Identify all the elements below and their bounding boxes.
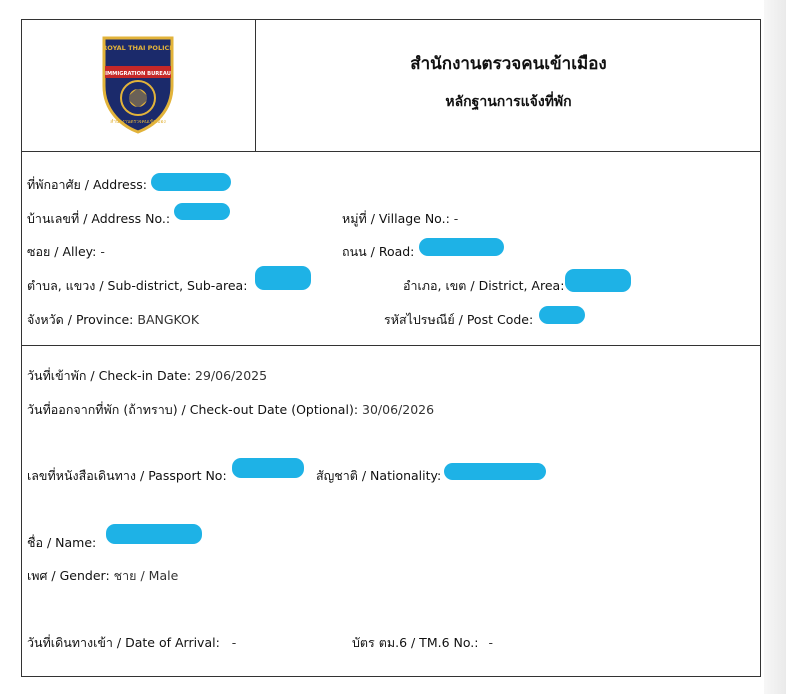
postcode-label: รหัสไปรษณีย์ / Post Code: (384, 312, 534, 327)
passport-redaction (232, 458, 304, 478)
village-field (342, 209, 458, 229)
alley-label: ซอย / Alley: (27, 244, 97, 259)
district-redaction (565, 269, 631, 292)
tm6-value: - (488, 635, 493, 650)
logo-text-banner: IMMIGRATION BUREAU (105, 71, 171, 77)
road-label: ถนน / Road: (342, 244, 415, 259)
name-redaction (106, 524, 202, 544)
subdistrict-redaction (255, 266, 311, 290)
gender-label: เพศ / Gender: (27, 568, 110, 583)
checkout-label: วันที่ออกจากที่พัก (ถ้าทราบ) / Check-out Date (Optional): (27, 402, 359, 417)
village-value: - (453, 211, 459, 226)
address-no-label: บ้านเลขที่ / Address No.: (27, 211, 171, 226)
gender-value: ชาย / Male (113, 568, 179, 583)
page-edge-shadow (764, 0, 786, 694)
subdistrict-label: ตำบล, แขวง / Sub-district, Sub-area: (27, 278, 248, 293)
logo-text-top: ROYAL THAI POLICE (102, 44, 174, 52)
district-label: อำเภอ, เขต / District, Area: (403, 278, 565, 293)
village-label: หมู่ที่ / Village No.: (342, 211, 450, 226)
logo-text-bottom: สำนักงานตรวจคนเข้าเมือง (110, 120, 166, 125)
immigration-bureau-logo (102, 36, 174, 134)
address-no-redaction (174, 203, 230, 220)
arrival-label: วันที่เดินทางเข้า / Date of Arrival: (27, 635, 220, 650)
name-label: ชื่อ / Name: (27, 535, 97, 550)
document-title: หลักฐานการแจ้งที่พัก (445, 94, 572, 110)
province-label: จังหวัด / Province: (27, 312, 134, 327)
arrival-field (27, 633, 236, 653)
header-divider (22, 151, 760, 152)
address-label: ที่พักอาศัย / Address: (27, 177, 147, 192)
arrival-value: - (231, 635, 237, 650)
checkin-field (27, 366, 267, 386)
checkin-value: 29/06/2025 (195, 368, 268, 383)
section-divider (22, 345, 760, 346)
province-value: BANGKOK (137, 312, 200, 327)
office-title: สำนักงานตรวจคนเข้าเมือง (410, 54, 607, 74)
checkout-field (27, 400, 434, 420)
gender-field (27, 566, 178, 586)
nationality-redaction (444, 463, 546, 480)
checkin-label: วันที่เข้าพัก / Check-in Date: (27, 368, 192, 383)
passport-label: เลขที่หนังสือเดินทาง / Passport No: (27, 468, 227, 483)
road-redaction (419, 238, 504, 256)
province-field (27, 310, 199, 330)
tm6-field (352, 633, 493, 653)
nationality-label: สัญชาติ / Nationality: (316, 468, 442, 483)
accommodation-notice-document (21, 19, 761, 677)
address-redaction (151, 173, 231, 191)
checkout-value: 30/06/2026 (362, 402, 435, 417)
header-vertical-divider (255, 20, 256, 151)
tm6-label: บัตร ตม.6 / TM.6 No.: (352, 635, 479, 650)
alley-field (27, 242, 105, 262)
alley-value: - (100, 244, 105, 259)
postcode-redaction (539, 306, 585, 324)
